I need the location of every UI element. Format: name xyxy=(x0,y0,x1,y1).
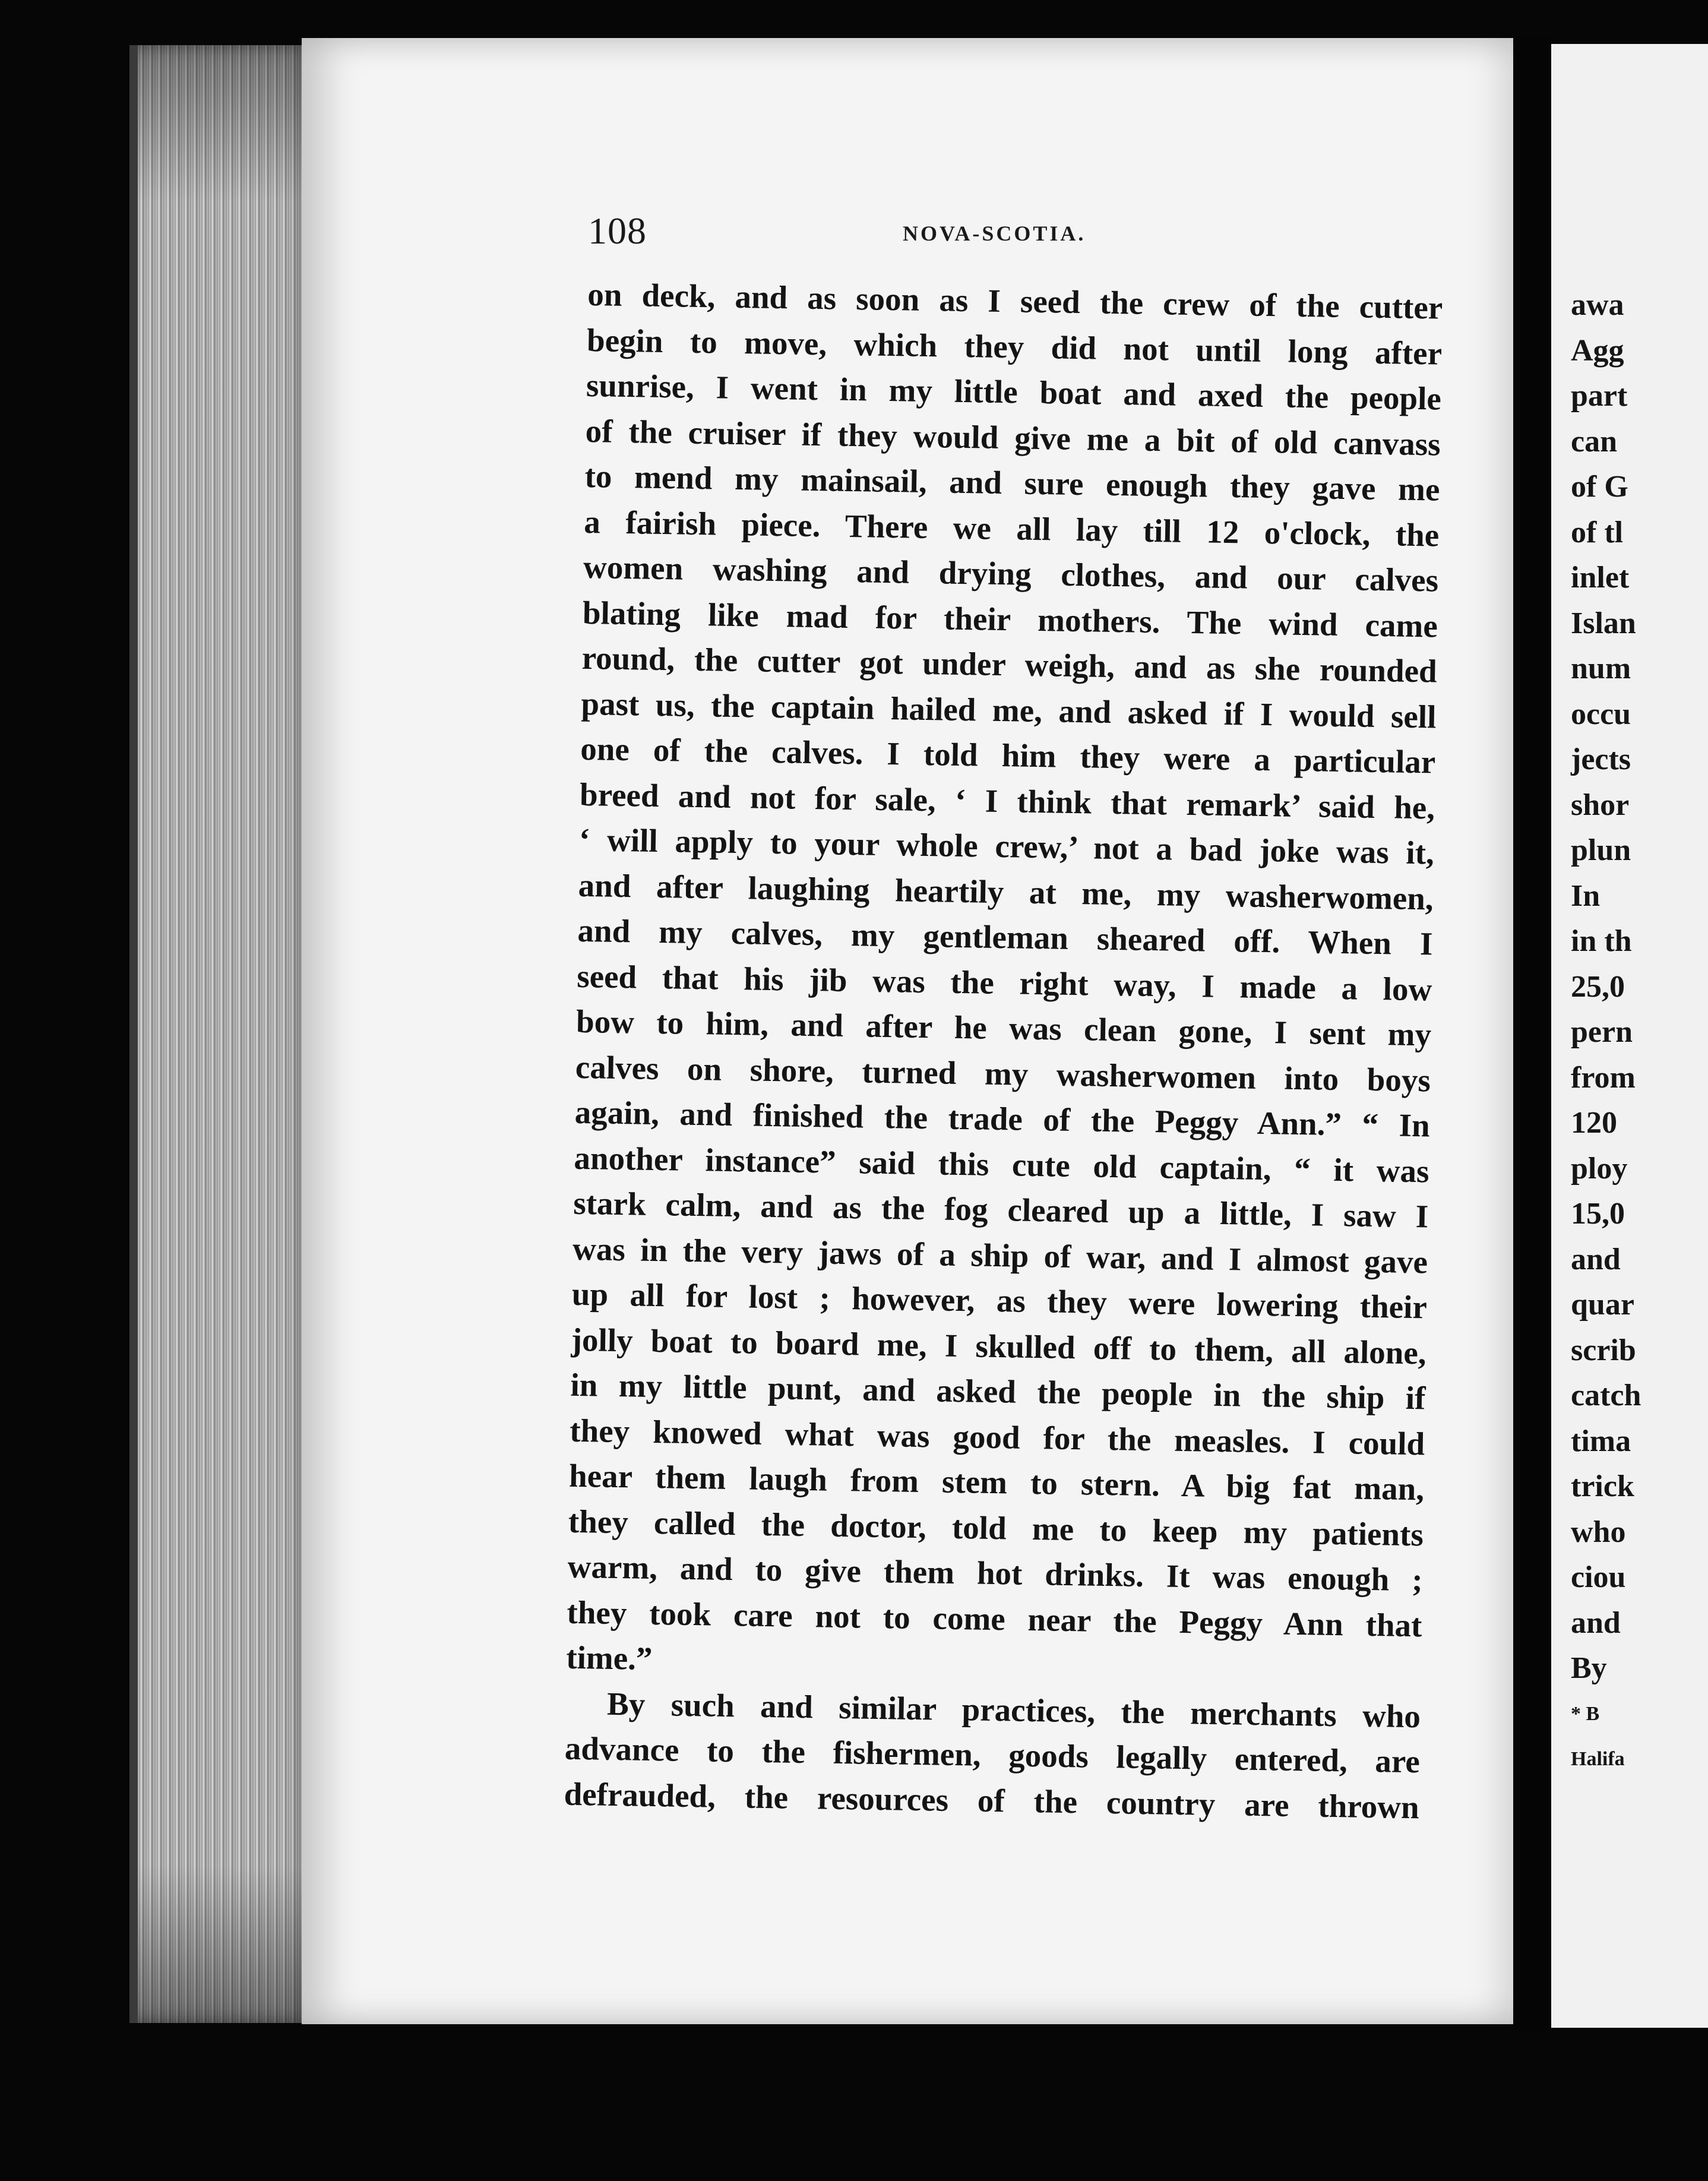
text-line: begin to move, which they did not until long after xyxy=(586,321,1443,372)
text-line: of tl xyxy=(1571,515,1624,549)
text-line: to mend my mainsail, and sure enough they gave me xyxy=(584,457,1440,508)
text-line: they knowed what was good for the measles. I could xyxy=(569,1412,1425,1462)
paragraph-start-line: By such and similar practices, the merchants who xyxy=(606,1685,1421,1734)
text-line: and my calves, my gentleman sheared off. When I xyxy=(577,912,1433,962)
text-line: plun xyxy=(1571,833,1631,867)
text-line: 120 xyxy=(1571,1106,1617,1140)
text-line: of G xyxy=(1571,470,1628,504)
text-line: catch xyxy=(1571,1379,1641,1412)
text-line: inlet xyxy=(1571,561,1630,595)
text-line: was in the very jaws of a ship of war, and I almost gave xyxy=(572,1230,1428,1280)
text-line: women washing and drying clothes, and our calves xyxy=(583,548,1439,599)
text-line: who xyxy=(1571,1515,1626,1549)
text-line: one of the calves. I told him they were a particular xyxy=(580,730,1436,780)
text-line: warm, and to give them hot drinks. It was enough ; xyxy=(567,1548,1424,1598)
text-line: and xyxy=(1571,1605,1621,1640)
text-line: occu xyxy=(1571,697,1631,731)
text-line: jects xyxy=(1571,742,1631,776)
text-line: defrauded, the resources of the country are thrown xyxy=(564,1775,1420,1825)
text-line: of the cruiser if they would give me a bit of old canvass xyxy=(585,412,1441,463)
text-line: they called the doctor, told me to keep my patients xyxy=(568,1503,1424,1553)
text-line: breed and not for sale, ‘ I think that remark’ said he, xyxy=(579,776,1435,826)
text-line: hear them laugh from stem to stern. A big fat man, xyxy=(568,1457,1425,1507)
text-line: awa xyxy=(1571,288,1624,322)
text-line: blating like mad for their mothers. The wind came xyxy=(582,594,1438,644)
text-line: calves on shore, turned my washerwomen into boys xyxy=(575,1048,1431,1098)
text-line: a fairish piece. There we all lay till 12 o'clock, the xyxy=(583,503,1440,554)
text-line: ciou xyxy=(1571,1560,1626,1594)
page-header: NOVA-SCOTIA. xyxy=(903,222,1086,245)
text-line: part xyxy=(1571,379,1628,413)
text-line: quar xyxy=(1571,1288,1634,1322)
text-line: past us, the captain hailed me, and asked if I would sell xyxy=(581,685,1437,735)
text-line: again, and finished the trade of the Peggy Ann.” “ In xyxy=(574,1093,1431,1144)
book-gutter xyxy=(1513,36,1551,2031)
text-line: Islan xyxy=(1571,606,1636,640)
text-line: shor xyxy=(1571,788,1630,822)
text-line: bow to him, and after he was clean gone, I sent my xyxy=(575,1003,1432,1053)
text-line: 15,0 xyxy=(1571,1197,1625,1231)
text-line: can xyxy=(1571,424,1617,459)
text-line: num xyxy=(1571,652,1631,685)
page-number: 108 xyxy=(588,210,647,252)
right-page-clipped-text xyxy=(1571,283,1708,1782)
text-line: up all for lost ; however, as they were lowering their xyxy=(571,1275,1428,1326)
running-head xyxy=(588,196,1503,255)
text-line: seed that his jib was the right way, I made a low xyxy=(576,957,1432,1007)
text-line: round, the cutter got under weigh, and as she rounded xyxy=(581,639,1438,690)
text-line: trick xyxy=(1571,1469,1634,1503)
text-line: on deck, and as soon as I seed the crew of the cutter xyxy=(587,276,1443,326)
text-line: and after laughing heartily at me, my washerwomen, xyxy=(578,867,1434,916)
text-line: advance to the fishermen, goods legally entered, are xyxy=(564,1730,1421,1780)
text-line: stark calm, and as the fog cleared up a little, I saw I xyxy=(573,1184,1429,1235)
text-line: in my little punt, and asked the people in the ship if xyxy=(570,1366,1426,1417)
footnote-line: Halifa xyxy=(1571,1748,1625,1770)
text-line: and xyxy=(1571,1242,1621,1276)
text-line: tima xyxy=(1571,1424,1631,1458)
book-page-edges xyxy=(129,45,316,2023)
text-line: ploy xyxy=(1571,1151,1628,1186)
text-line: time.” xyxy=(565,1639,653,1677)
text-line: 25,0 xyxy=(1571,969,1625,1004)
footnote-line: * B xyxy=(1571,1702,1600,1725)
text-line: In xyxy=(1571,878,1601,913)
text-line: sunrise, I went in my little boat and axed the people xyxy=(586,366,1442,417)
left-page-body-text xyxy=(564,272,1443,1830)
text-line: By xyxy=(1571,1651,1607,1685)
text-line: ‘ will apply to your whole crew,’ not a bad joke was it, xyxy=(578,821,1435,871)
text-line: jolly boat to board me, I skulled off to them, all alone, xyxy=(571,1321,1427,1371)
text-line: in th xyxy=(1571,924,1632,958)
text-line: from xyxy=(1571,1060,1636,1095)
text-line: they took care not to come near the Peggy Ann that xyxy=(567,1594,1422,1643)
text-line: another instance” said this cute old captain, “ it was xyxy=(574,1139,1429,1189)
text-line: Agg xyxy=(1571,333,1624,368)
text-line: pern xyxy=(1571,1015,1633,1049)
text-line: scrib xyxy=(1571,1333,1636,1367)
